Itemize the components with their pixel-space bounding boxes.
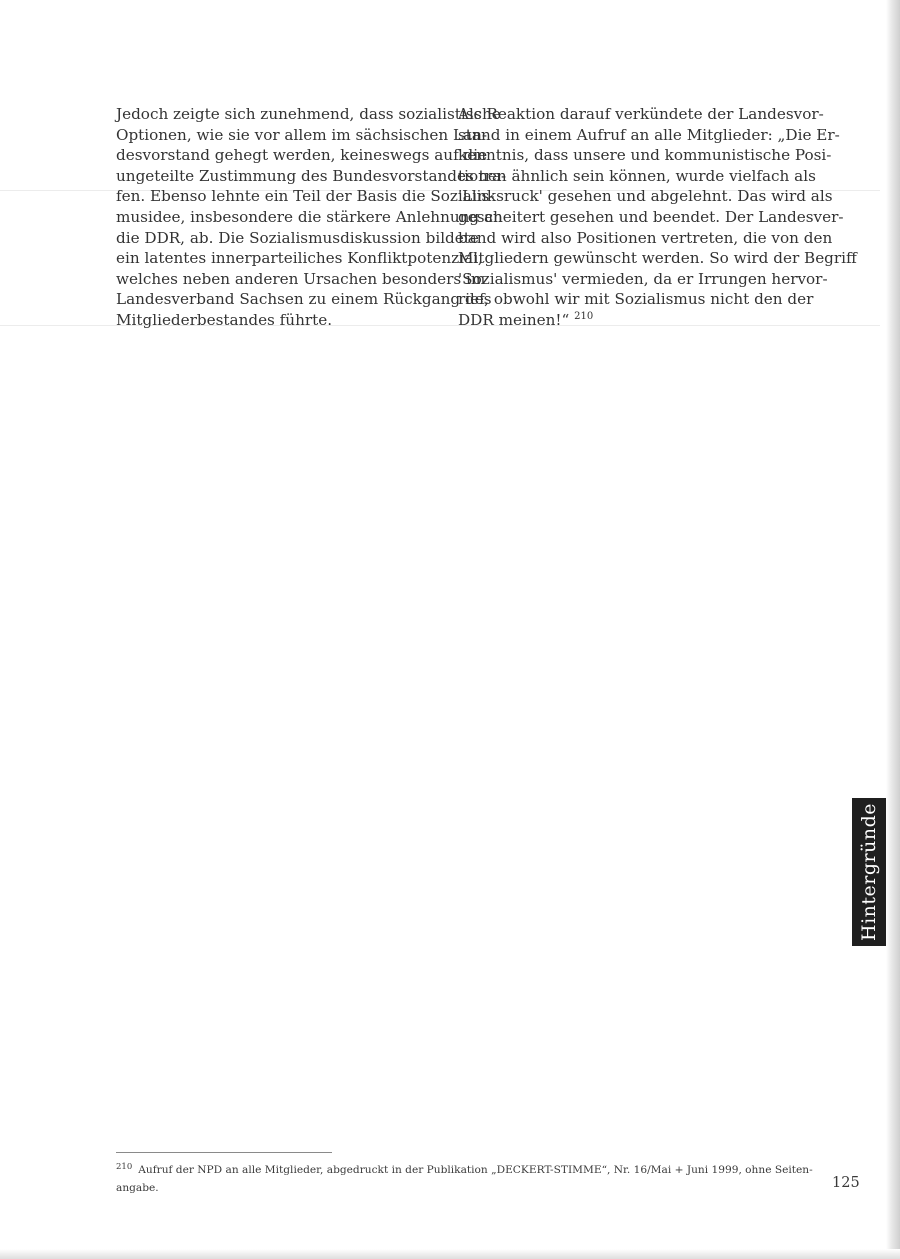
footnote-reference[interactable]: 210	[574, 310, 594, 322]
text-line: musidee, insbesondere die stärkere Anlehnung an	[116, 207, 503, 226]
section-tab-label: Hintergründe	[858, 803, 881, 941]
right-paragraph	[458, 104, 857, 331]
text-line: Optionen, wie sie vor allem im sächsischen Lan-	[116, 125, 488, 144]
text-line: Mitgliederbestandes führte.	[116, 310, 333, 329]
footnote-divider	[116, 1152, 332, 1153]
text-line: Als Reaktion darauf verkündete der Landesvor-	[458, 105, 824, 123]
footnote-text-continued: angabe.	[116, 1182, 159, 1194]
text-line: Mitgliedern gewünscht werden. So wird der Begriff	[458, 249, 857, 268]
text-line: gescheitert gesehen und beendet. Der Landesver-	[458, 207, 844, 226]
text-line-with-footnote	[458, 310, 802, 331]
text-line: desvorstand gehegt werden, keineswegs auf die	[116, 146, 488, 165]
text-line: kenntnis, dass unsere und kommunistische Posi-	[458, 146, 832, 165]
text-line: Landesverband Sachsen zu einem Rückgang des	[116, 290, 492, 309]
text-line: die DDR, ab. Die Sozialismusdiskussion bildete	[116, 228, 479, 247]
right-text-column	[458, 104, 857, 331]
text-line: tionen ähnlich sein können, wurde vielfach als	[458, 166, 816, 185]
text-line: DDR meinen!“	[458, 310, 570, 329]
text-line: 'Sozialismus' vermieden, da er Irrungen hervor-	[458, 269, 828, 288]
left-paragraph	[116, 104, 507, 331]
text-line: Jedoch zeigte sich zunehmend, dass sozialistische	[116, 105, 501, 123]
scan-edge-shadow	[886, 0, 900, 1259]
page-number: 125	[832, 1175, 860, 1191]
footnote	[116, 1158, 816, 1197]
footnote-number: 210	[116, 1162, 133, 1172]
text-line: ungeteilte Zustimmung des Bundesvorstandes tra-	[116, 166, 507, 185]
text-line: band wird also Positionen vertreten, die von den	[458, 228, 833, 247]
text-line: ein latentes innerparteiliches Konfliktpotenzial,	[116, 249, 483, 268]
text-line: rief, obwohl wir mit Sozialismus nicht den der	[458, 290, 814, 309]
left-text-column	[116, 104, 507, 331]
section-tab	[852, 798, 886, 946]
text-line: fen. Ebenso lehnte ein Teil der Basis die Sozialis-	[116, 187, 495, 206]
scan-edge-shadow	[0, 1249, 900, 1259]
text-line: stand in einem Aufruf an alle Mitglieder: „Die Er-	[458, 125, 840, 144]
footnote-text: Aufruf der NPD an alle Mitglieder, abgedruckt in der Publikation „DECKERT-STIMME“, Nr. 16/Mai + Juni 1999, ohne Seiten-	[138, 1164, 813, 1176]
text-line: welches neben anderen Ursachen besonders im	[116, 269, 486, 288]
text-line: 'Linksruck' gesehen und abgelehnt. Das wird als	[458, 187, 833, 206]
